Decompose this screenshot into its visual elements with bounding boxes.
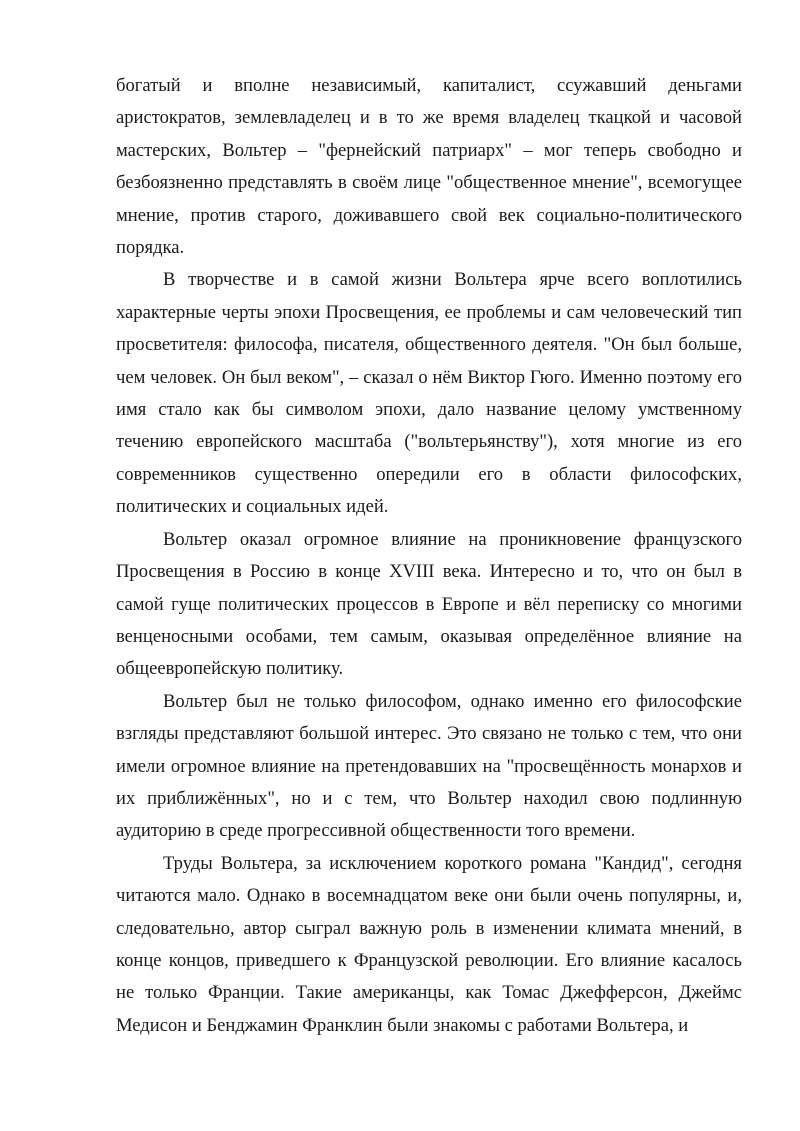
paragraph-1: богатый и вполне независимый, капиталист, ссужавший деньгами аристократов, землевладелец и в то же время владелец ткацкой и часовой мастерских, Вольтер – "фернейский патриарх" – мог теперь свободно и безбоязненно представлять в своём лице "общественное мнение", всемогущее мнение, против старого, доживавшего свой век социально-политического порядка. xyxy=(116,75,742,259)
paragraph-2: В творчестве и в самой жизни Вольтера ярче всего воплотились характерные черты эпохи Просвещения, ее проблемы и сам человеческий тип просветителя: философа, писателя, общественного деятеля. "Он был больше, чем человек. Он был веком", – сказал о нём Виктор Гюго. Именно поэтому его имя стало как бы символом эпохи, дало название целому умственному течению европейского масштаба ("вольтерьянству"), хотя многие из его современников существенно опередили его в области философских, политических и социальных идей. xyxy=(116,269,742,518)
paragraph-5: Труды Вольтера, за исключением короткого романа "Кандид", сегодня читаются мало. Однако в восемнадцатом веке они были очень популярны, и, следовательно, автор сыграл важную роль в изменении климата мнений, в конце концов, приведшего к Французской революции. Его влияние касалось не только Франции. Такие американцы, как Томас Джефферсон, Джеймс Медисон и Бенджамин Франклин были знакомы с работами Вольтера, и xyxy=(116,852,742,1036)
paragraph-3: Вольтер оказал огромное влияние на проникновение французского Просвещения в Россию в конце XVIII века. Интересно и то, что он был в самой гуще политических процессов в Европе и вёл переписку со многими венценосными особами, тем самым, оказывая определённое влияние на общеевропейскую политику. xyxy=(116,528,742,680)
paragraph-4: Вольтер был не только философом, однако именно его философские взгляды представляют большой интерес. Это связано не только с тем, что они имели огромное влияние на претендовавших на "просвещённость монархов и их приближённых", но и с тем, что Вольтер находил свою подлинную аудиторию в среде прогрессивной общественности того времени. xyxy=(116,690,742,842)
document-body xyxy=(116,70,742,1042)
